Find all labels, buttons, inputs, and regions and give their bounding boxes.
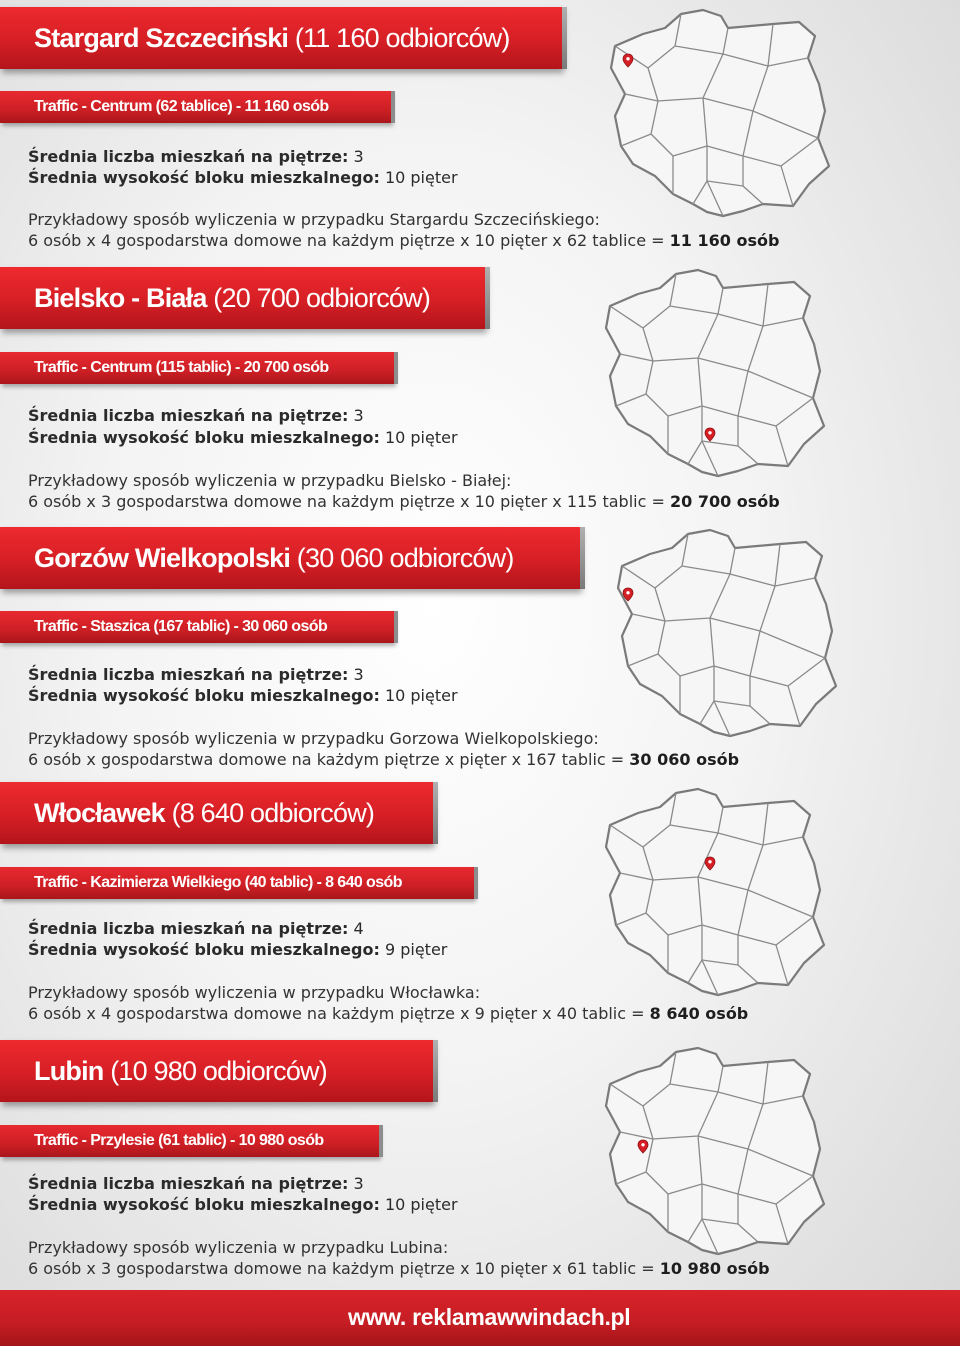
audience-count: (8 640 odbiorców) [171,797,375,828]
calc-formula [28,1003,748,1024]
city-name: Bielsko - Biała [34,282,207,313]
poland-map [598,266,828,481]
height-label: Średnia wysokość bloku mieszkalnego: [28,1195,380,1214]
calc-intro: Przykładowy sposób wyliczenia w przypadku Stargardu Szczecińskiego: [28,210,600,229]
height-value: 10 pięter [384,1195,458,1214]
city-title-banner [0,1040,433,1102]
city-title-banner [0,527,580,589]
calc-result: 10 980 osób [659,1259,770,1278]
calc-formula-text: 6 osób x gospodarstwa domowe na każdym piętrze x pięter x 167 tablic = [28,750,630,769]
height-label: Średnia wysokość bloku mieszkalnego: [28,686,380,705]
calc-intro: Przykładowy sposób wyliczenia w przypadku Gorzowa Wielkopolskiego: [28,729,599,748]
calc-intro: Przykładowy sposób wyliczenia w przypadku Bielsko - Białej: [28,471,512,490]
audience-count: (20 700 odbiorców) [213,282,431,313]
calc-formula [28,1258,770,1279]
traffic-banner: Traffic - Przylesie (61 tablic) - 10 980 osób [0,1125,379,1157]
residents-label: Średnia liczba mieszkań na piętrze: [28,665,349,684]
city-name: Gorzów Wielkopolski [34,542,291,573]
height-value: 10 pięter [384,428,458,447]
poland-map [610,526,840,741]
residents-stat [28,146,364,167]
calc-result: 30 060 osób [629,750,740,769]
calc-result: 11 160 osób [669,231,780,250]
residents-stat [28,1173,364,1194]
traffic-banner: Traffic - Staszica (167 tablic) - 30 060 osób [0,611,394,643]
audience-count: (30 060 odbiorców) [296,542,514,573]
traffic-banner: Traffic - Centrum (115 tablic) - 20 700 osób [0,352,394,384]
city-name: Stargard Szczeciński [34,22,289,53]
residents-stat [28,405,364,426]
traffic-banner: Traffic - Kazimierza Wielkiego (40 tablic) - 8 640 osób [0,867,474,899]
calc-formula [28,491,780,512]
traffic-banner: Traffic - Centrum (62 tablice) - 11 160 osób [0,91,391,123]
city-title-banner [0,7,562,69]
residents-stat [28,918,364,939]
height-stat [28,167,458,188]
height-stat [28,939,447,960]
calc-result: 8 640 osób [649,1004,749,1023]
footer-bar [0,1290,960,1346]
height-value: 10 pięter [384,168,458,187]
calc-intro: Przykładowy sposób wyliczenia w przypadku Włocławka: [28,983,481,1002]
residents-label: Średnia liczba mieszkań na piętrze: [28,147,349,166]
residents-value: 4 [353,919,364,938]
residents-value: 3 [353,1174,364,1193]
residents-value: 3 [353,406,364,425]
height-label: Średnia wysokość bloku mieszkalnego: [28,940,380,959]
calc-intro: Przykładowy sposób wyliczenia w przypadku Lubina: [28,1238,449,1257]
calc-formula [28,749,739,770]
calc-formula [28,230,779,251]
height-label: Średnia wysokość bloku mieszkalnego: [28,428,380,447]
residents-value: 3 [353,665,364,684]
residents-label: Średnia liczba mieszkań na piętrze: [28,919,349,938]
height-value: 10 pięter [384,686,458,705]
city-title-banner [0,267,485,329]
height-stat [28,427,458,448]
height-stat [28,685,458,706]
audience-count: (10 980 odbiorców) [110,1055,327,1086]
height-stat [28,1194,458,1215]
poland-map [598,785,828,1000]
calc-formula-text: 6 osób x 3 gospodarstwa domowe na każdym piętrze x 10 pięter x 115 tablic = [28,492,670,511]
calc-formula-text: 6 osób x 3 gospodarstwa domowe na każdym piętrze x 10 pięter x 61 tablic = [28,1259,660,1278]
residents-value: 3 [353,147,364,166]
audience-count: (11 160 odbiorców) [294,22,510,53]
height-value: 9 pięter [384,940,448,959]
calc-formula-text: 6 osób x 4 gospodarstwa domowe na każdym piętrze x 10 pięter x 62 tablice = [28,231,670,250]
city-name: Lubin [34,1055,104,1086]
calc-formula-text: 6 osób x 4 gospodarstwa domowe na każdym piętrze x 9 pięter x 40 tablic = [28,1004,650,1023]
residents-label: Średnia liczba mieszkań na piętrze: [28,406,349,425]
residents-label: Średnia liczba mieszkań na piętrze: [28,1174,349,1193]
poland-map [598,1044,828,1259]
city-name: Włocławek [34,797,165,828]
calc-result: 20 700 osób [669,492,780,511]
website-link[interactable]: www. reklamawwindach.pl [348,1304,631,1330]
height-label: Średnia wysokość bloku mieszkalnego: [28,168,380,187]
residents-stat [28,664,364,685]
city-title-banner [0,782,433,844]
poland-map [603,6,833,221]
